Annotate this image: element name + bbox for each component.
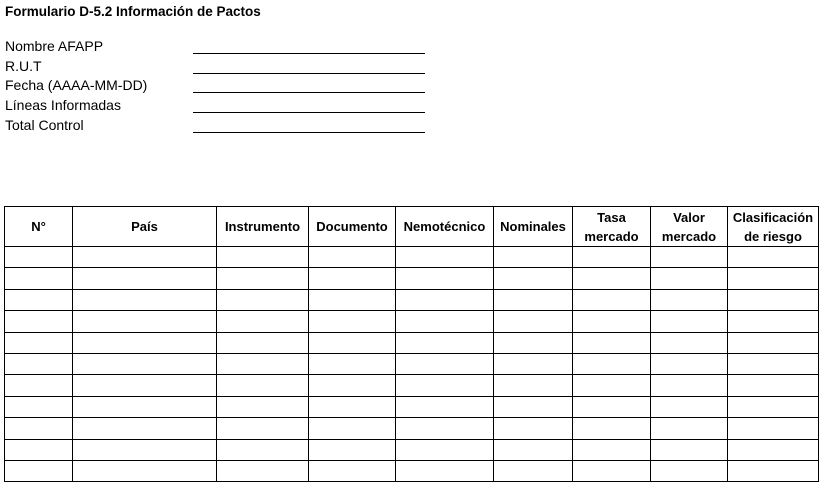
table-cell (309, 332, 396, 353)
field-label-fecha: Fecha (AAAA-MM-DD) (5, 77, 148, 94)
table-cell (728, 418, 819, 439)
table-cell (728, 332, 819, 353)
table-cell (5, 418, 73, 439)
col-header-valor-mercado (651, 207, 728, 247)
col-header-nominales-text: Nominales (500, 219, 566, 234)
table-cell (73, 268, 217, 289)
table-cell (73, 439, 217, 460)
field-label-total-control: Total Control (5, 116, 84, 133)
table-cell (309, 353, 396, 374)
table-cell (396, 396, 494, 417)
table-cell (728, 396, 819, 417)
col-header-instrumento-text: Instrumento (224, 219, 301, 234)
table-cell (651, 268, 728, 289)
table-cell (309, 396, 396, 417)
table-cell (396, 332, 494, 353)
col-header-numero (5, 207, 73, 247)
col-header-nominales (494, 207, 573, 247)
table-cell (573, 311, 651, 332)
table-cell (309, 289, 396, 310)
table-cell (73, 418, 217, 439)
table-cell (651, 375, 728, 396)
table-cell (5, 353, 73, 374)
table-cell (651, 311, 728, 332)
table-cell (573, 396, 651, 417)
table-cell (573, 268, 651, 289)
col-header-documento-text: Documento (316, 219, 388, 234)
table-cell (573, 460, 651, 481)
pactos-table (4, 206, 819, 482)
table-cell (309, 375, 396, 396)
table-cell (73, 332, 217, 353)
table-cell (396, 439, 494, 460)
table-cell (651, 439, 728, 460)
table-cell (494, 332, 573, 353)
table-cell (573, 289, 651, 310)
table-cell (494, 460, 573, 481)
table-row (5, 268, 819, 289)
col-header-tasa-line1: Tasa (597, 209, 626, 225)
table-row (5, 396, 819, 417)
table-cell (651, 353, 728, 374)
table-cell (494, 311, 573, 332)
table-row (5, 375, 819, 396)
table-row (5, 418, 819, 439)
field-label-nombre-afapp: Nombre AFAPP (5, 38, 104, 54)
col-header-tasa-mercado (573, 207, 651, 247)
table-cell (217, 439, 309, 460)
table-cell (5, 247, 73, 268)
table-cell (651, 460, 728, 481)
table-cell (651, 396, 728, 417)
table-cell (396, 460, 494, 481)
table-cell (728, 353, 819, 374)
table-cell (5, 375, 73, 396)
table-cell (5, 396, 73, 417)
table-cell (5, 439, 73, 460)
table-cell (728, 268, 819, 289)
table-cell (494, 439, 573, 460)
table-cell (728, 460, 819, 481)
field-line-lineas-informadas (193, 112, 425, 113)
table-cell (494, 396, 573, 417)
table-cell (5, 460, 73, 481)
form-title: Formulario D-5.2 Información de Pactos (5, 4, 261, 19)
table-cell (728, 311, 819, 332)
table-cell (309, 439, 396, 460)
table-cell (396, 418, 494, 439)
table-cell (728, 375, 819, 396)
table-row (5, 353, 819, 374)
table-cell (494, 289, 573, 310)
col-header-numero-text: N° (31, 219, 46, 234)
table-row (5, 439, 819, 460)
table-cell (651, 247, 728, 268)
table-cell (217, 289, 309, 310)
col-header-clasificacion-riesgo (728, 207, 819, 247)
table-cell (728, 439, 819, 460)
table-cell (728, 247, 819, 268)
col-header-valor-line1: Valor (673, 209, 705, 225)
table-cell (651, 332, 728, 353)
table-cell (573, 353, 651, 374)
field-label-lineas-informadas: Líneas Informadas (5, 97, 121, 114)
table-cell (396, 247, 494, 268)
table-cell (396, 375, 494, 396)
table-cell (217, 460, 309, 481)
col-header-documento (309, 207, 396, 247)
col-header-nemotecnico-text: Nemotécnico (403, 219, 486, 234)
table-cell (73, 460, 217, 481)
field-line-nombre-afapp (193, 53, 425, 54)
table-cell (73, 289, 217, 310)
field-label-rut: R.U.T (5, 57, 42, 74)
table-cell (573, 247, 651, 268)
table-cell (494, 418, 573, 439)
table-cell (651, 418, 728, 439)
table-row (5, 289, 819, 310)
table-cell (73, 375, 217, 396)
table-cell (5, 311, 73, 332)
table-cell (309, 418, 396, 439)
table-cell (309, 268, 396, 289)
table-cell (573, 439, 651, 460)
table-cell (494, 353, 573, 374)
col-header-pais-text: País (131, 219, 158, 234)
table-cell (217, 396, 309, 417)
col-header-instrumento (217, 207, 309, 247)
table-row (5, 460, 819, 481)
table-cell (396, 311, 494, 332)
table-cell (217, 268, 309, 289)
table-cell (73, 247, 217, 268)
table-cell (573, 418, 651, 439)
table-cell (217, 418, 309, 439)
field-line-fecha (193, 92, 425, 93)
table-cell (309, 311, 396, 332)
col-header-pais (73, 207, 217, 247)
table-cell (217, 353, 309, 374)
table-cell (651, 289, 728, 310)
table-row (5, 247, 819, 268)
table-cell (728, 289, 819, 310)
field-line-total-control (193, 132, 425, 133)
table-cell (217, 311, 309, 332)
table-cell (5, 289, 73, 310)
table-cell (217, 332, 309, 353)
table-header-row (5, 207, 819, 247)
table-cell (396, 353, 494, 374)
col-header-nemotecnico (396, 207, 494, 247)
table-row (5, 332, 819, 353)
table-body (5, 247, 819, 482)
table-cell (309, 247, 396, 268)
table-cell (309, 460, 396, 481)
col-header-valor-line2: mercado (661, 228, 717, 244)
table-cell (494, 375, 573, 396)
table-cell (573, 375, 651, 396)
table-cell (573, 332, 651, 353)
col-header-clasificacion-line1: Clasificación (732, 209, 814, 225)
table-cell (494, 268, 573, 289)
col-header-clasificacion-line2: de riesgo (744, 228, 802, 244)
table-cell (73, 353, 217, 374)
table-cell (5, 332, 73, 353)
table-cell (217, 375, 309, 396)
col-header-tasa-line2: mercado (584, 228, 639, 244)
field-line-rut (193, 73, 425, 74)
table-row (5, 311, 819, 332)
table-cell (73, 396, 217, 417)
table-cell (396, 289, 494, 310)
table-cell (217, 247, 309, 268)
table-cell (73, 311, 217, 332)
table-cell (5, 268, 73, 289)
table-cell (494, 247, 573, 268)
table-cell (396, 268, 494, 289)
